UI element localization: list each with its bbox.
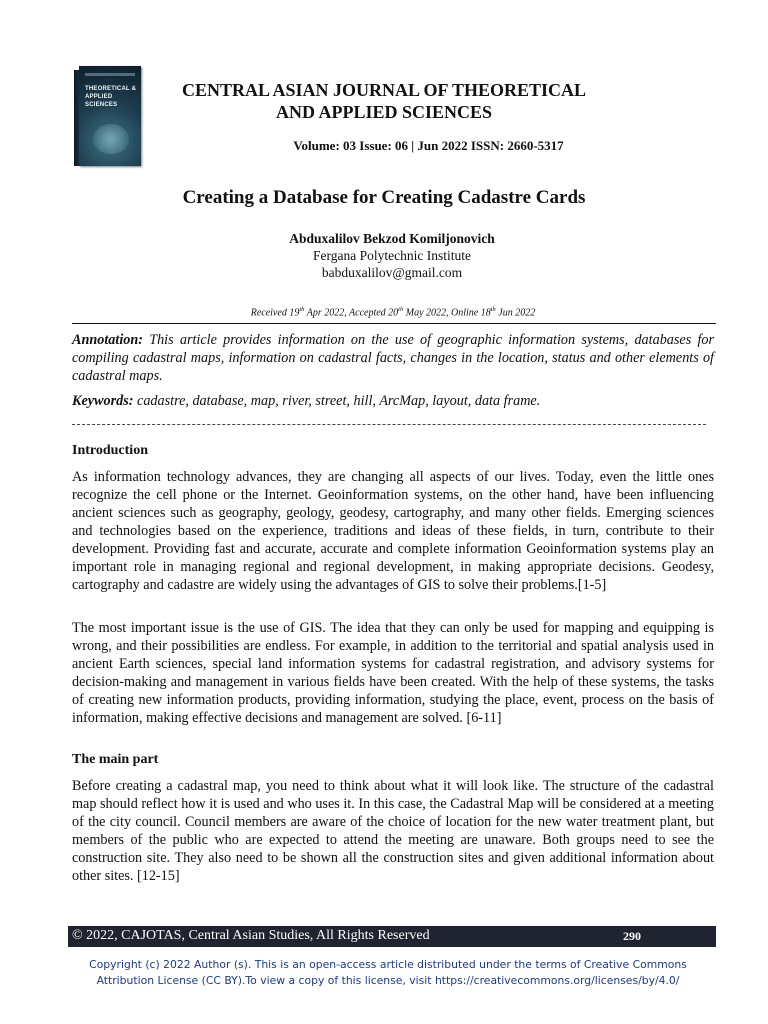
body-paragraph: As information technology advances, they are changing all aspects of our lives. Today, even the little ones recognize the cell phone or the Internet. Geoinformation systems, on the other hand, have been influencing ancient sciences such as geography, geology, geodesy, cartography, and many other fields. Emerging sciences and technologies based on the experience, traditions and ideas of these fields, in turn, contribute to their development. Providing fast and accurate, accurate and complete information Geoinformation systems play an important role in managing regional and regional development, in making appropriate decisions. Geodesy, cartography and cadastre are widely using the advantages of GIS to solve their problems.[1-5] — [72, 469, 714, 593]
journal-title-line1: CENTRAL ASIAN JOURNAL OF THEORETICAL — [181, 80, 587, 100]
keywords — [72, 392, 714, 410]
cover-text-line: THEORETICAL & — [85, 86, 137, 92]
footer-bar — [68, 926, 716, 947]
page-number: 290 — [623, 929, 641, 943]
article-title: Creating a Database for Creating Cadastre Cards — [182, 187, 586, 208]
volume-issue-line: Volume: 03 Issue: 06 | Jun 2022 ISSN: 2660-5317 — [293, 138, 564, 153]
section-heading-introduction: Introduction — [72, 443, 148, 458]
license-line-with-link[interactable]: Attribution License (CC BY).To view a copy of this license, visit https://creativecommons.org/licenses/by/4.0/ — [96, 974, 680, 987]
author-affiliation: Fergana Polytechnic Institute — [313, 248, 471, 263]
keywords-rule — [72, 424, 706, 425]
body-paragraph: The most important issue is the use of GIS. The idea that they can only be used for mapping and equipping is wrong, and their possibilities are endless. For example, in addition to the territorial and spatial analysis used in ancient Earth sciences, special land information systems for cadastral registration, and advisory systems for decision-making and management in various fields have been created. With the help of these systems, the tasks of creating new information products, providing information, studying the place, event, process on the basis of information, making effective decisions and management are solved. [6-11] — [72, 620, 714, 726]
license-line: Copyright (c) 2022 Author (s). This is an open-access article distributed under the terms of Creative Commons — [89, 958, 687, 971]
cover-band — [85, 73, 135, 76]
keywords-label: Keywords: — [72, 393, 134, 409]
footer-copyright: © 2022, CAJOTAS, Central Asian Studies, All Rights Reserved — [72, 928, 430, 943]
received-dates: Received 19th Apr 2022, Accepted 20th May 2022, Online 18th Jun 2022 — [250, 306, 536, 319]
cover-text-line: APPLIED — [85, 94, 113, 100]
cover-graphic — [93, 124, 129, 154]
section-heading-main-part: The main part — [72, 752, 159, 767]
annotation-label: Annotation: — [72, 332, 143, 348]
author-name: Abduxalilov Bekzod Komiljonovich — [289, 231, 495, 246]
header-rule — [72, 323, 716, 324]
cover-text-line: SCIENCES — [85, 102, 118, 108]
annotation — [72, 331, 714, 385]
body-paragraph: Before creating a cadastral map, you need to think about what it will look like. The structure of the cadastral map should reflect how it is used and who uses it. In this case, the Cadastral Map will be considered at a meeting of the city council. Council members are aware of the choice of location for the new water treatment plant, but members of the public who are expected to attend the meeting are unaware. Both groups need to see the construction site. They also need to be shown all the construction sites and given additional information about other sites. [12-15] — [72, 778, 714, 884]
keywords-text: cadastre, database, map, river, street, hill, ArcMap, layout, data frame. — [133, 393, 541, 409]
journal-title-line2: AND APPLIED SCIENCES — [275, 102, 493, 122]
annotation-text: This article provides information on the use of geographic information systems, databases for compiling cadastral maps, information on cadastral facts, changes in the location, status and other elements of cadastral maps. — [72, 332, 714, 384]
author-email[interactable]: babduxalilov@gmail.com — [321, 265, 463, 280]
